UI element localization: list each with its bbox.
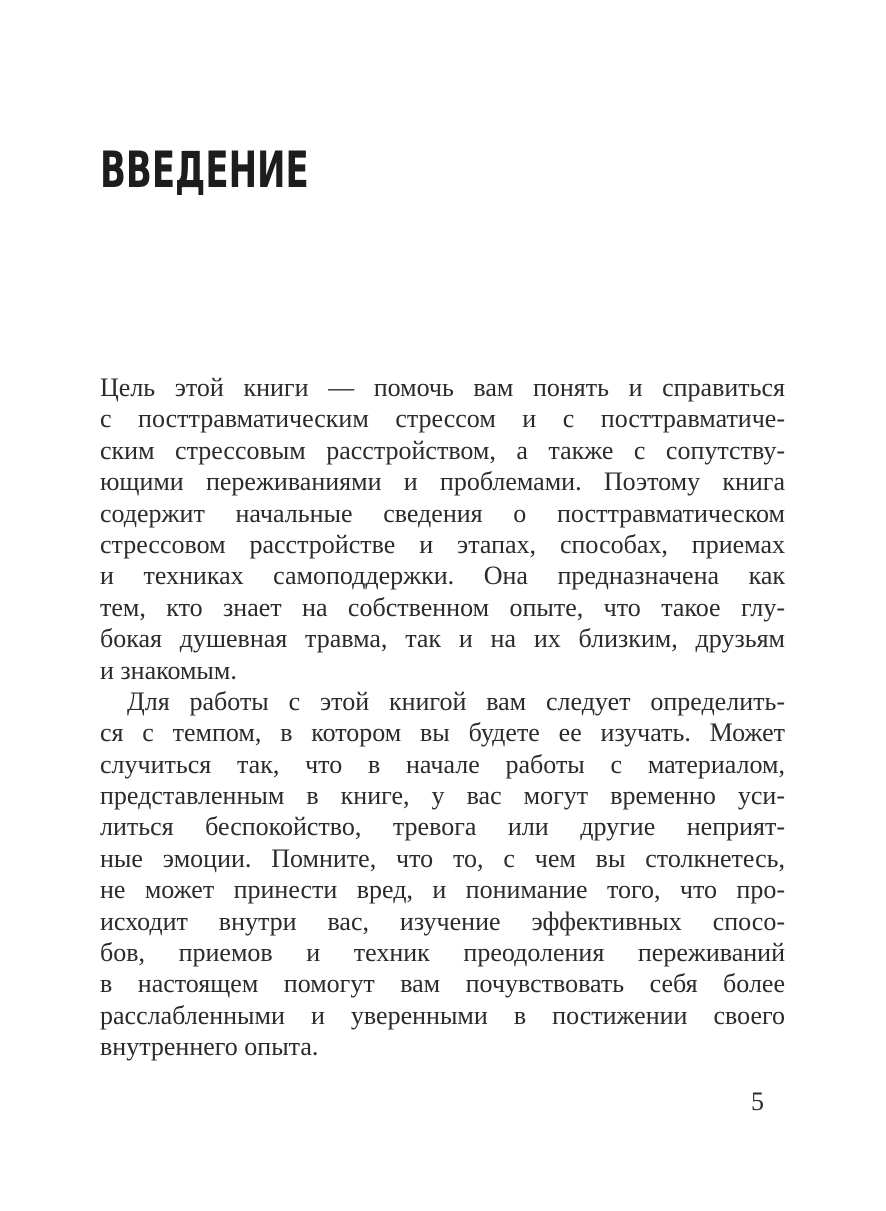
paragraph-1 [100, 372, 785, 686]
text-line: содержит начальные сведения о посттравматическом [100, 498, 785, 528]
text-line: Цель этой книги — помочь вам понять и справиться [100, 373, 785, 402]
text-line: в настоящем помогут вам почувствовать себя более [100, 969, 785, 999]
text-line: не может принести вред, и понимание того, что про- [100, 875, 785, 905]
body-text [100, 372, 785, 1063]
text-line: ющими переживаниями и проблемами. Поэтому книга [100, 467, 785, 497]
text-line: ные эмоции. Помните, что то, с чем вы столкнетесь, [100, 843, 785, 873]
text-line: литься беспокойство, тревога или другие неприят- [100, 812, 785, 842]
text-line: внутреннего опыта. [100, 1032, 319, 1062]
text-line: расслабленными и уверенными в постижении своего [100, 1000, 785, 1030]
text-line: и техниках самоподдержки. Она предназначена как [100, 561, 785, 591]
text-line: стрессовом расстройстве и этапах, способах, приемах [100, 529, 785, 559]
text-line: с посттравматическим стрессом и с посттравматиче- [100, 404, 785, 434]
text-line: ским стрессовым расстройством, а также с сопутству- [100, 435, 785, 465]
text-line: случиться так, что в начале работы с материалом, [100, 749, 785, 779]
text-line: Для работы с этой книгой вам следует определить- [127, 686, 785, 716]
text-line: тем, кто знает на собственном опыте, что такое глу- [100, 592, 785, 622]
paragraph-2 [100, 686, 785, 1063]
text-line: бокая душевная травма, так и на их близким, друзьям [100, 624, 785, 654]
text-line: представленным в книге, у вас могут временно уси- [100, 781, 785, 811]
page-number: 5 [751, 1087, 764, 1116]
text-line: исходит внутри вас, изучение эффективных спосо- [100, 906, 785, 936]
text-line: и знакомым. [100, 655, 237, 685]
page-title: ВВЕДЕНИЕ [100, 141, 309, 199]
text-line: ся с темпом, в котором вы будете ее изучать. Может [100, 718, 785, 748]
text-line: бов, приемов и техник преодоления переживаний [100, 938, 785, 968]
